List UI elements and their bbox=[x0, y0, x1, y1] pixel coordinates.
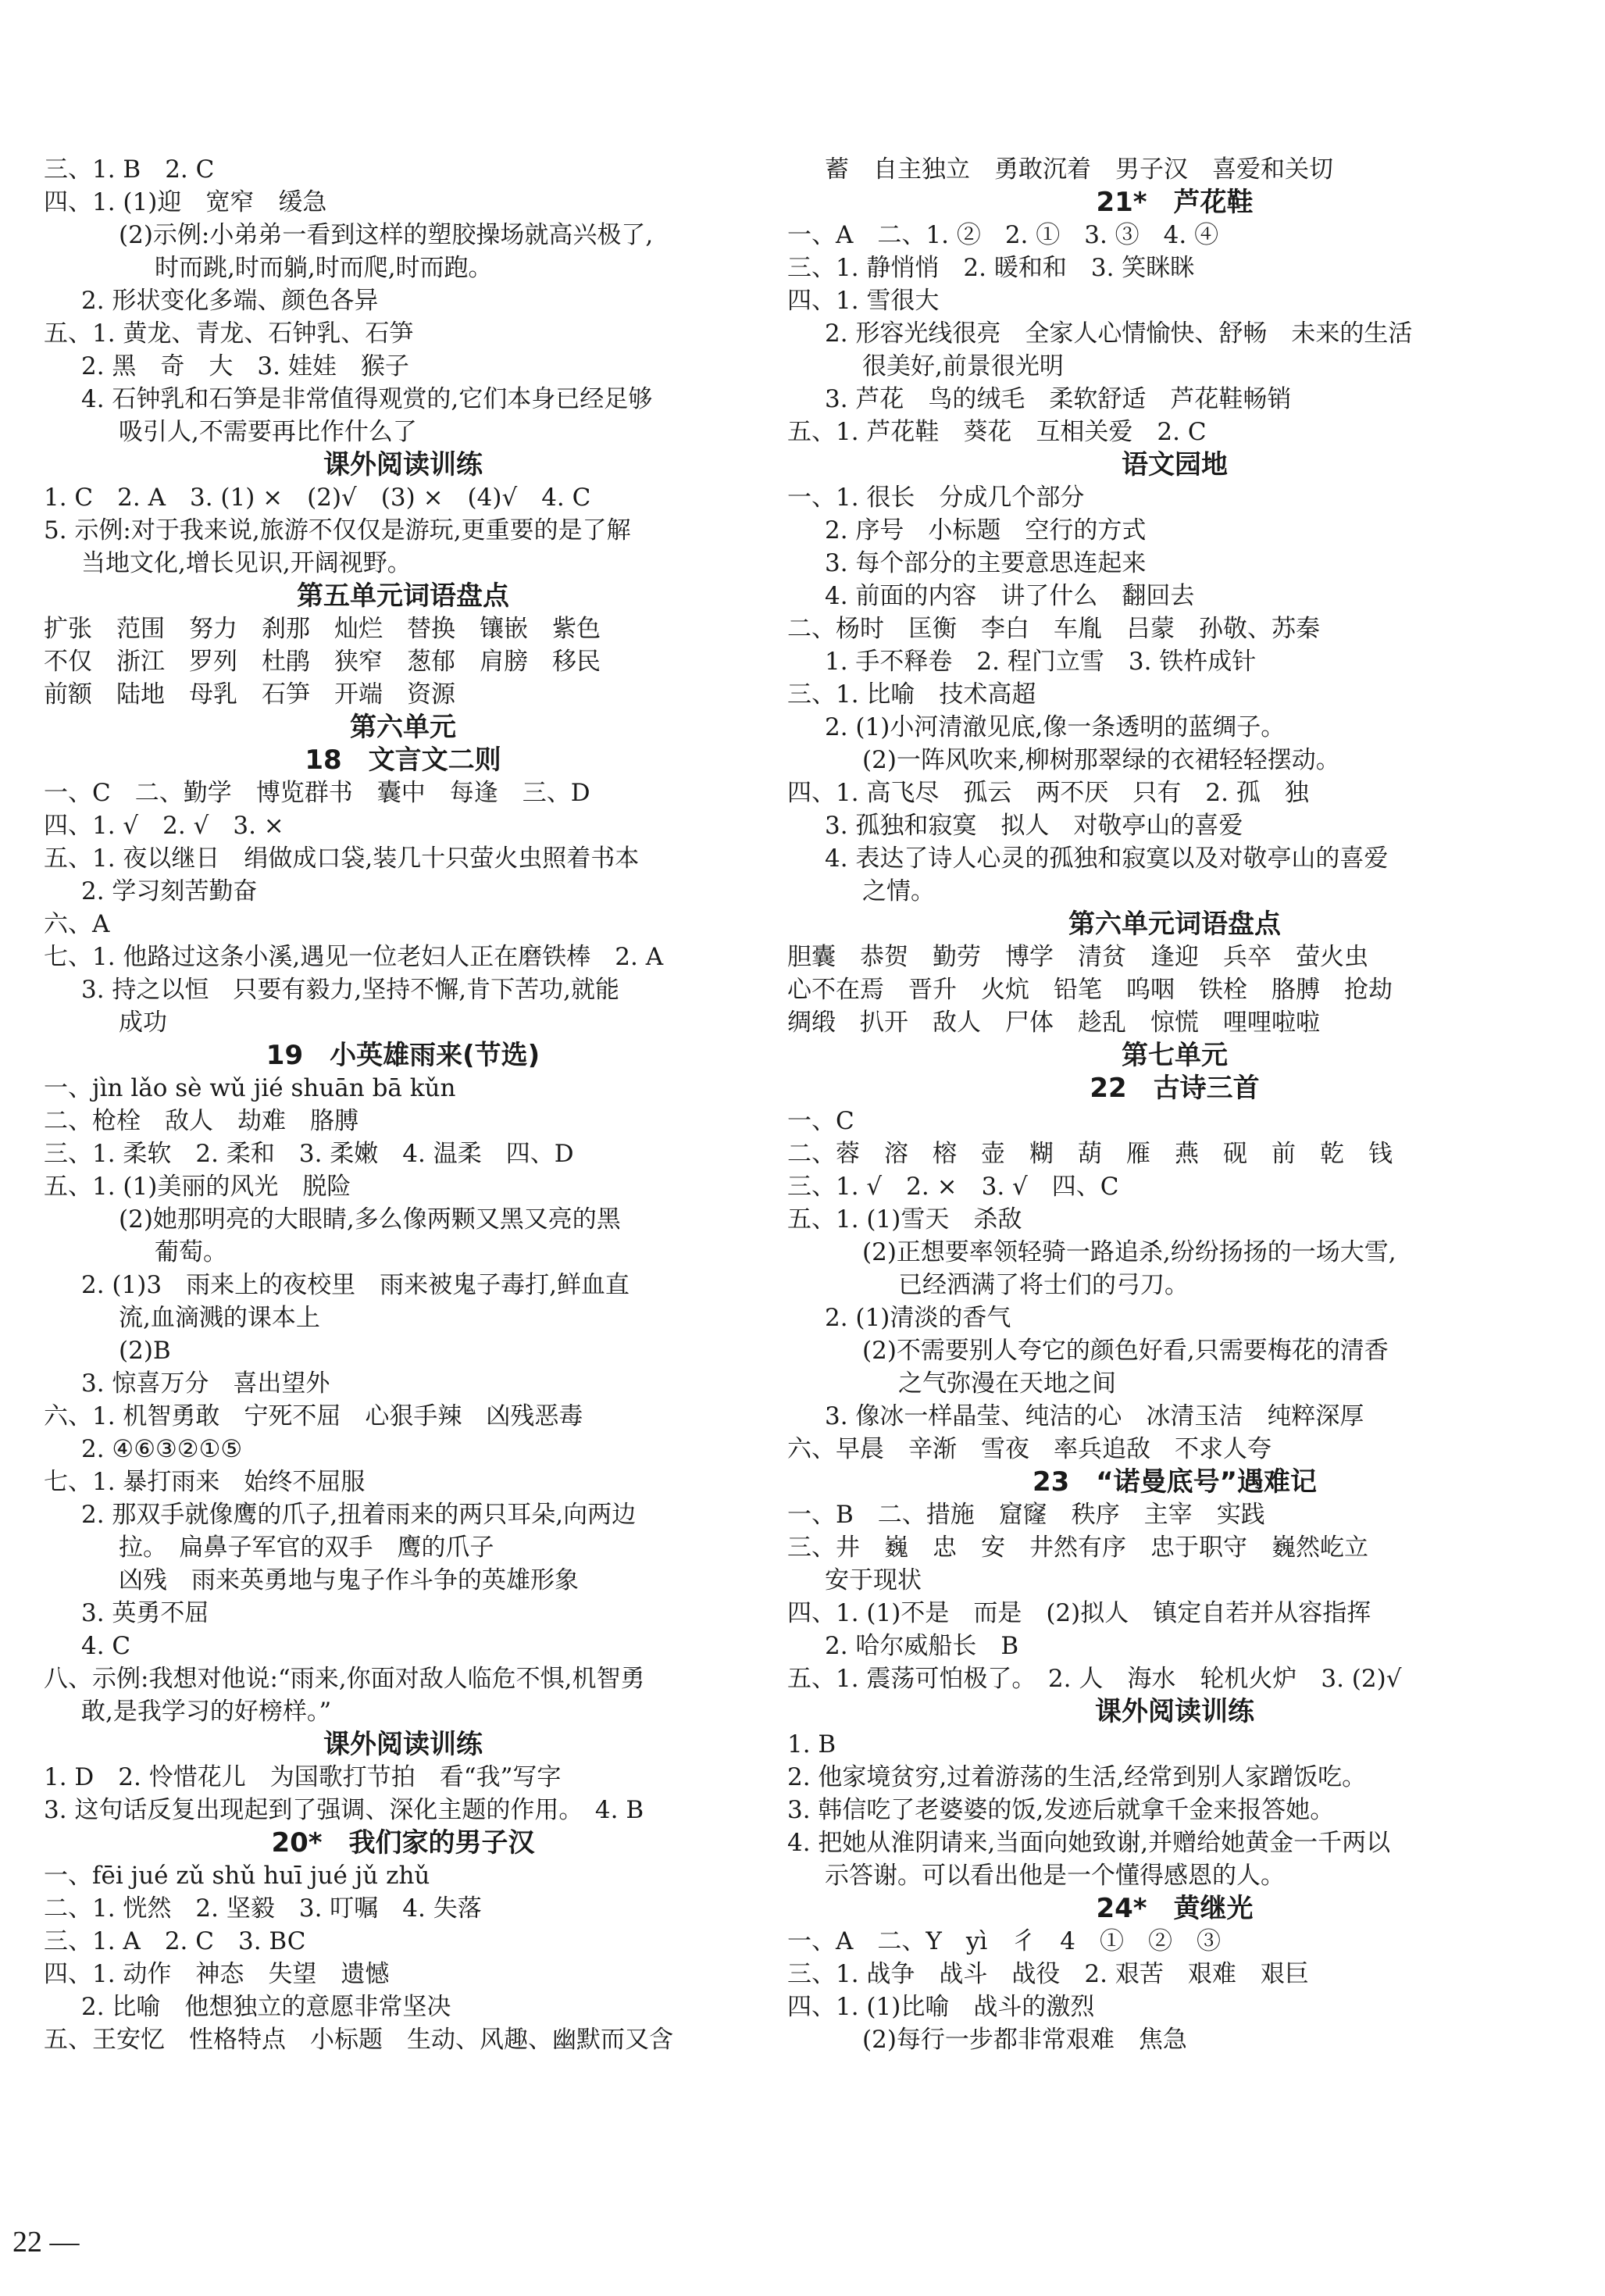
answer-line: 七、1. 他路过这条小溪,遇见一位老妇人正在磨铁棒 2. A bbox=[44, 943, 664, 971]
answer-line: 2. 比喻 他想独立的意愿非常坚决 bbox=[81, 1993, 451, 2021]
answer-line: 二、蓉 溶 榕 壶 糊 葫 雁 燕 砚 前 乾 钱 bbox=[787, 1140, 1393, 1168]
left-answer-column bbox=[44, 153, 762, 2056]
answer-line: 3. 每个部分的主要意思连起来 bbox=[825, 549, 1147, 577]
right-answer-column bbox=[787, 153, 1562, 2056]
answer-line: 五、1. 芦花鞋 葵花 互相关爱 2. C bbox=[787, 418, 1207, 446]
answer-line: 一、1. 很长 分成几个部分 bbox=[787, 484, 1085, 512]
answer-line: 六、A bbox=[44, 910, 110, 938]
answer-line: 三、1. A 2. C 3. BC bbox=[44, 1927, 306, 1955]
answer-line: 当地文化,增长见识,开阔视野。 bbox=[81, 549, 412, 577]
answer-line: 三、1. 静悄悄 2. 暖和和 3. 笑眯眯 bbox=[787, 254, 1195, 282]
answer-line: 四、1. 动作 神态 失望 遗憾 bbox=[44, 1960, 390, 1988]
answer-line: 心不在焉 晋升 火炕 铅笔 呜咽 铁栓 胳膊 抢劫 bbox=[787, 976, 1393, 1004]
answer-line: 胆囊 恭贺 勤劳 博学 清贫 逢迎 兵卒 萤火虫 bbox=[787, 943, 1368, 971]
answer-line: 4. 表达了诗人心灵的孤独和寂寞以及对敬亭山的喜爱 bbox=[825, 844, 1389, 873]
answer-line: 四、1. 高飞尽 孤云 两不厌 只有 2. 孤 独 bbox=[787, 779, 1309, 807]
answer-line: 四、1. √ 2. √ 3. × bbox=[44, 812, 284, 840]
answer-line: 1. C 2. A 3. (1) × (2)√ (3) × (4)√ 4. C bbox=[44, 484, 591, 512]
section-heading: 21* 芦花鞋 bbox=[1096, 187, 1254, 218]
answer-line: 之气弥漫在天地之间 bbox=[898, 1369, 1116, 1398]
answer-line: 5. 示例:对于我来说,旅游不仅仅是游玩,更重要的是了解 bbox=[44, 516, 631, 545]
answer-line: 二、杨时 匡衡 李白 车胤 吕蒙 孙敬、苏秦 bbox=[787, 615, 1320, 643]
answer-line: 2. 他家境贫穷,过着游荡的生活,经常到别人家蹭饭吃。 bbox=[787, 1763, 1367, 1791]
answer-line: 3. 惊喜万分 喜出望外 bbox=[81, 1369, 330, 1398]
section-heading: 第五单元词语盘点 bbox=[297, 580, 509, 612]
answer-line: 2. 序号 小标题 空行的方式 bbox=[825, 516, 1147, 545]
answer-line: 三、1. √ 2. × 3. √ 四、C bbox=[787, 1173, 1119, 1201]
answer-line: 五、1. (1)美丽的风光 脱险 bbox=[44, 1173, 351, 1201]
answer-line: 四、1. (1)迎 宽窄 缓急 bbox=[44, 188, 327, 216]
section-heading: 23 “诺曼底号”遇难记 bbox=[1032, 1466, 1317, 1498]
answer-line: 2. (1)3 雨来上的夜校里 雨来被鬼子毒打,鲜血直 bbox=[81, 1271, 630, 1299]
answer-line: 拉。 扁鼻子军官的双手 鹰的爪子 bbox=[119, 1534, 494, 1562]
answer-line: 4. C bbox=[81, 1632, 131, 1660]
answer-line: 3. 像冰一样晶莹、纯洁的心 冰清玉洁 纯粹深厚 bbox=[825, 1402, 1364, 1430]
answer-line: 2. 哈尔威船长 B bbox=[825, 1632, 1019, 1660]
answer-line: 三、1. 比喻 技术高超 bbox=[787, 680, 1036, 709]
answer-line: 3. 英勇不屈 bbox=[81, 1599, 209, 1627]
answer-line: 扩张 范围 努力 刹那 灿烂 替换 镶嵌 紫色 bbox=[44, 615, 601, 643]
answer-line: 3. 韩信吃了老婆婆的饭,发迹后就拿千金来报答她。 bbox=[787, 1796, 1335, 1824]
answer-line: (2)示例:小弟弟一看到这样的塑胶操场就高兴极了, bbox=[119, 221, 654, 249]
answer-line: 2. 学习刻苦勤奋 bbox=[81, 877, 258, 905]
answer-line: 五、王安忆 性格特点 小标题 生动、风趣、幽默而又含 bbox=[44, 2026, 673, 2054]
answer-line: 吸引人,不需要再比作什么了 bbox=[119, 418, 417, 446]
answer-line: 敢,是我学习的好榜样。” bbox=[81, 1698, 332, 1726]
answer-line: (2)不需要别人夸它的颜色好看,只需要梅花的清香 bbox=[862, 1337, 1389, 1365]
answer-line: 2. 黑 奇 大 3. 娃娃 猴子 bbox=[81, 352, 409, 380]
answer-line: 葡萄。 bbox=[155, 1238, 227, 1266]
answer-line: (2)正想要率领轻骑一路追杀,纷纷扬扬的一场大雪, bbox=[862, 1238, 1396, 1266]
section-heading: 课外阅读训练 bbox=[323, 449, 483, 480]
answer-line: 五、1. 黄龙、青龙、石钟乳、石笋 bbox=[44, 320, 414, 348]
section-heading: 第六单元 bbox=[350, 712, 456, 743]
answer-line: 4. 前面的内容 讲了什么 翻回去 bbox=[825, 582, 1195, 610]
answer-line: 五、1. 震荡可怕极了。 2. 人 海水 轮机火炉 3. (2)√ bbox=[787, 1665, 1402, 1693]
answer-line: 一、A 二、1. ② 2. ① 3. ③ 4. ④ bbox=[787, 221, 1219, 249]
section-heading: 22 古诗三首 bbox=[1090, 1073, 1260, 1104]
answer-line: 3. 这句话反复出现起到了强调、深化主题的作用。 4. B bbox=[44, 1796, 644, 1824]
answer-line: 一、C 二、勤学 博览群书 囊中 每逢 三、D bbox=[44, 779, 590, 807]
answer-line: 流,血滴溅的课本上 bbox=[119, 1304, 320, 1332]
answer-line: 四、1. (1)比喻 战斗的激烈 bbox=[787, 1993, 1095, 2021]
answer-line: 六、1. 机智勇敢 宁死不屈 心狠手辣 凶残恶毒 bbox=[44, 1402, 583, 1430]
section-heading: 19 小英雄雨来(节选) bbox=[266, 1040, 540, 1071]
answer-line: 成功 bbox=[119, 1009, 167, 1037]
answer-line: 三、井 巍 忠 安 井然有序 忠于职守 巍然屹立 bbox=[787, 1534, 1368, 1562]
answer-line: 2. (1)清淡的香气 bbox=[825, 1304, 1011, 1332]
answer-line: 三、1. B 2. C bbox=[44, 155, 215, 184]
answer-line: 示答谢。可以看出他是一个懂得感恩的人。 bbox=[825, 1862, 1285, 1890]
answer-line: 四、1. 雪很大 bbox=[787, 287, 940, 315]
answer-line: 3. 芦花 鸟的绒毛 柔软舒适 芦花鞋畅销 bbox=[825, 385, 1292, 413]
answer-line: 绸缎 扒开 敌人 尸体 趁乱 惊慌 哩哩啦啦 bbox=[787, 1009, 1320, 1037]
answer-line: 八、示例:我想对他说:“雨来,你面对敌人临危不惧,机智勇 bbox=[44, 1665, 645, 1693]
answer-line: 已经洒满了将士们的弓刀。 bbox=[898, 1271, 1189, 1299]
answer-line: 3. 持之以恒 只要有毅力,坚持不懈,肯下苦功,就能 bbox=[81, 976, 619, 1004]
answer-line: 凶残 雨来英勇地与鬼子作斗争的英雄形象 bbox=[119, 1566, 579, 1594]
answer-line: 前额 陆地 母乳 石笋 开端 资源 bbox=[44, 680, 455, 709]
answer-line: 六、早晨 辛渐 雪夜 率兵追敌 不求人夸 bbox=[787, 1435, 1272, 1463]
answer-line: 一、C bbox=[787, 1107, 854, 1135]
answer-line: 时而跳,时而躺,时而爬,时而跑。 bbox=[155, 254, 493, 282]
section-heading: 第七单元 bbox=[1122, 1040, 1228, 1071]
answer-line: 三、1. 柔软 2. 柔和 3. 柔嫩 4. 温柔 四、D bbox=[44, 1140, 574, 1168]
answer-line: 4. 把她从淮阴请来,当面向她致谢,并赠给她黄金一千两以 bbox=[787, 1829, 1391, 1857]
answer-line: 1. B bbox=[787, 1730, 836, 1759]
answer-line: 1. 手不释卷 2. 程门立雪 3. 铁杵成针 bbox=[825, 648, 1257, 676]
answer-line: 安于现状 bbox=[825, 1566, 922, 1594]
section-heading: 课外阅读训练 bbox=[1095, 1696, 1254, 1727]
answer-line: (2)一阵风吹来,柳树那翠绿的衣裙轻轻摆动。 bbox=[862, 746, 1340, 774]
answer-line: 三、1. 战争 战斗 战役 2. 艰苦 艰难 艰巨 bbox=[787, 1960, 1309, 1988]
answer-line: 一、B 二、措施 窟窿 秩序 主宰 实践 bbox=[787, 1501, 1265, 1529]
section-heading: 课外阅读训练 bbox=[323, 1729, 483, 1760]
answer-line: 七、1. 暴打雨来 始终不屈服 bbox=[44, 1468, 366, 1496]
answer-line: 2. 那双手就像鹰的爪子,扭着雨来的两只耳朵,向两边 bbox=[81, 1501, 637, 1529]
section-heading: 20* 我们家的男子汉 bbox=[271, 1827, 535, 1859]
answer-line: 2. 形状变化多端、颜色各异 bbox=[81, 287, 379, 315]
section-heading: 24* 黄继光 bbox=[1096, 1893, 1254, 1924]
answer-line: 一、A 二、Y yì 彳 4 ① ② ③ bbox=[787, 1927, 1222, 1955]
answer-line: 五、1. 夜以继日 绢做成口袋,装几十只萤火虫照着书本 bbox=[44, 844, 640, 873]
answer-line: 五、1. (1)雪天 杀敌 bbox=[787, 1205, 1022, 1234]
section-heading: 语文园地 bbox=[1122, 449, 1228, 480]
page-number: 22 — bbox=[12, 2226, 80, 2259]
answer-line: 二、1. 恍然 2. 坚毅 3. 叮嘱 4. 失落 bbox=[44, 1894, 482, 1923]
answer-line: 之情。 bbox=[862, 877, 935, 905]
answer-line: 4. 石钟乳和石笋是非常值得观赏的,它们本身已经足够 bbox=[81, 385, 653, 413]
answer-line: 不仅 浙江 罗列 杜鹃 狭窄 葱郁 肩膀 移民 bbox=[44, 648, 601, 676]
answer-line: 蓄 自主独立 勇敢沉着 男子汉 喜爱和关切 bbox=[825, 155, 1333, 184]
answer-line: 很美好,前景很光明 bbox=[862, 352, 1064, 380]
answer-line: 1. D 2. 怜惜花儿 为国歌打节拍 看“我”写字 bbox=[44, 1763, 562, 1791]
answer-line: 2. 形容光线很亮 全家人心情愉快、舒畅 未来的生活 bbox=[825, 320, 1413, 348]
answer-line: (2)每行一步都非常艰难 焦急 bbox=[862, 2026, 1187, 2054]
section-heading: 第六单元词语盘点 bbox=[1068, 909, 1281, 940]
section-heading: 18 文言文二则 bbox=[305, 745, 501, 776]
answer-line: (2)B bbox=[119, 1337, 171, 1365]
answer-line: 一、jìn lǎo sè wǔ jié shuān bā kǔn bbox=[44, 1074, 456, 1102]
answer-line: (2)她那明亮的大眼睛,多么像两颗又黑又亮的黑 bbox=[119, 1205, 621, 1234]
answer-line: 2. (1)小河清澈见底,像一条透明的蓝绸子。 bbox=[825, 713, 1286, 741]
answer-line: 四、1. (1)不是 而是 (2)拟人 镇定自若并从容指挥 bbox=[787, 1599, 1371, 1627]
answer-line: 二、枪栓 敌人 劫难 胳膊 bbox=[44, 1107, 358, 1135]
answer-line: 一、fēi jué zǔ shǔ huī jué jǔ zhǔ bbox=[44, 1862, 430, 1890]
answer-line: 2. ④⑥③②①⑤ bbox=[81, 1435, 243, 1463]
answer-line: 3. 孤独和寂寞 拟人 对敬亭山的喜爱 bbox=[825, 812, 1243, 840]
